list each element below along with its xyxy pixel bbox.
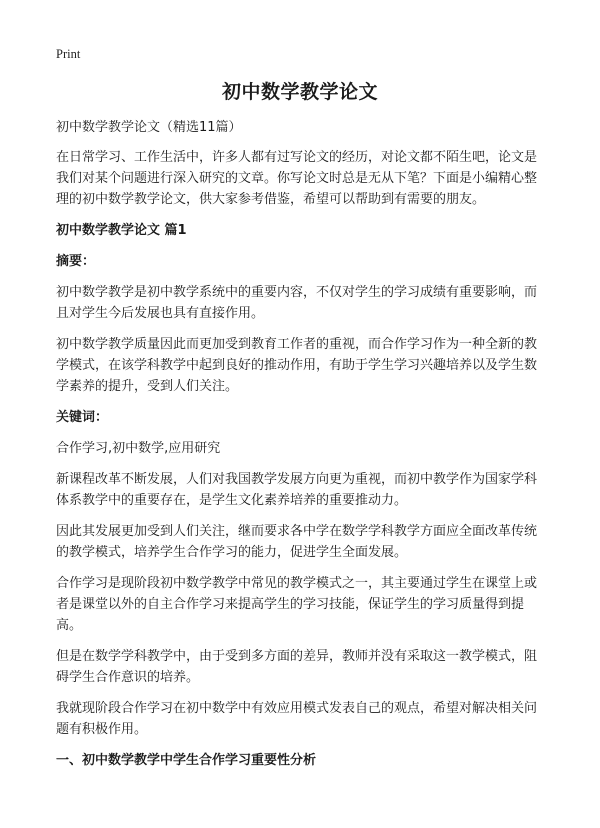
section-heading-1: 一、初中数学教学中学生合作学习重要性分析: [56, 753, 317, 768]
chapter-heading: 初中数学教学论文 篇1: [56, 223, 187, 238]
intro-paragraph: 在日常学习、工作生活中，许多人都有过写论文的经历，对论文都不陌生吧，论文是我们对某个问题进行深入研究的文章。你写论文时总是无从下笔？下面是小编精心整理的初中数学教学论文，供大家参考借鉴，希望可以帮助到有需要的朋友。: [56, 150, 538, 207]
print-link[interactable]: Print: [56, 47, 81, 61]
article-body: [56, 117, 548, 781]
abstract-heading: 摘要：: [56, 254, 96, 269]
keywords-heading: 关键词：: [56, 410, 109, 425]
body-paragraph-4: 但是在数学学科教学中，由于受到多方面的差异，教师并没有采取这一教学模式，阻碍学生合作意识的培养。: [56, 649, 538, 685]
abstract-paragraph-1: 初中数学教学是初中教学系统中的重要内容，不仅对学生的学习成绩有重要影响，而且对学生今后发展也具有直接作用。: [56, 285, 538, 321]
body-paragraph-3: 合作学习是现阶段初中数学教学中常见的教学模式之一，其主要通过学生在课堂上或者是课堂以外的自主合作学习来提高学生的学习技能，保证学生的学习质量得到提高。: [56, 576, 538, 633]
article-subtitle: 初中数学教学论文（精选11篇）: [56, 120, 242, 135]
body-paragraph-2: 因此其发展更加受到人们关注，继而要求各中学在数学学科教学方面应全面改革传统的教学模式，培养学生合作学习的能力，促进学生全面发展。: [56, 524, 538, 560]
page-title: 初中数学教学论文: [221, 81, 378, 103]
body-paragraph-1: 新课程改革不断发展，人们对我国教学发展方向更为重视，而初中教学作为国家学科体系教学中的重要存在，是学生文化素养培养的重要推动力。: [56, 472, 538, 508]
body-paragraph-5: 我就现阶段合作学习在初中数学中有效应用模式发表自己的观点，希望对解决相关问题有积极作用。: [56, 701, 538, 737]
abstract-paragraph-2: 初中数学教学质量因此而更加受到教育工作者的重视，而合作学习作为一种全新的教学模式，在该学科教学中起到良好的推动作用，有助于学生学习兴趣培养以及学生数学素养的提升，受到人们关注。: [56, 337, 538, 394]
keywords-text: 合作学习,初中数学,应用研究: [56, 441, 221, 456]
